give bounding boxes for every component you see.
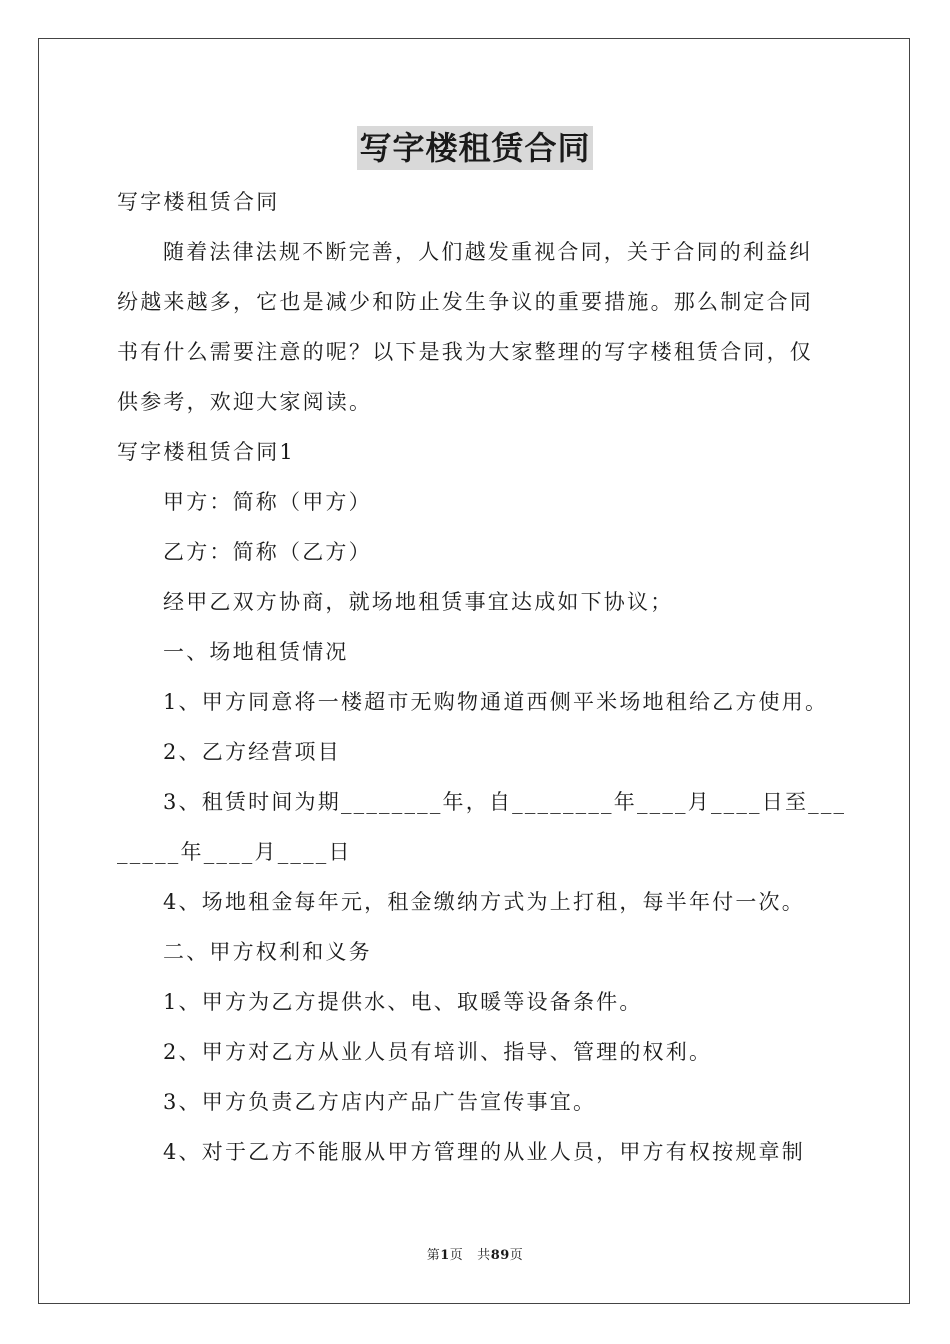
document-body xyxy=(117,177,847,1177)
body-line: 2、甲方对乙方从业人员有培训、指导、管理的权利。 xyxy=(163,1040,713,1064)
body-line: 乙方：简称（乙方） xyxy=(163,540,372,564)
body-line: 供参考，欢迎大家阅读。 xyxy=(117,390,373,414)
page-footer xyxy=(0,1247,950,1265)
clause-heading: 一、场地租赁情况 xyxy=(163,640,349,664)
footer-total-pages: 89 xyxy=(490,1248,510,1263)
footer-page-number: 1 xyxy=(440,1248,450,1263)
body-line: 写字楼租赁合同 xyxy=(117,190,280,214)
footer-page-suffix: 页 xyxy=(449,1248,464,1263)
body-line: _____年____月____日 xyxy=(117,840,352,864)
body-line: 4、对于乙方不能服从甲方管理的从业人员，甲方有权按规章制 xyxy=(163,1140,805,1164)
body-line: 4、场地租金每年元，租金缴纳方式为上打租，每半年付一次。 xyxy=(163,890,805,914)
body-line: 甲方：简称（甲方） xyxy=(163,490,372,514)
body-line: 随着法律法规不断完善，人们越发重视合同，关于合同的利益纠 xyxy=(163,240,813,264)
body-line: 书有什么需要注意的呢？以下是我为大家整理的写字楼租赁合同，仅 xyxy=(117,340,813,364)
body-line: 纷越来越多，它也是减少和防止发生争议的重要措施。那么制定合同 xyxy=(117,290,813,314)
body-line: 3、甲方负责乙方店内产品广告宣传事宜。 xyxy=(163,1090,597,1114)
body-line: 1、甲方同意将一楼超市无购物通道西侧平米场地租给乙方使用。 xyxy=(163,690,829,714)
title-container xyxy=(0,126,950,170)
body-line: 经甲乙双方协商，就场地租赁事宜达成如下协议； xyxy=(163,590,674,614)
body-line: 1、甲方为乙方提供水、电、取暖等设备条件。 xyxy=(163,990,643,1014)
footer-prefix: 第 xyxy=(426,1248,441,1263)
document-title: 写字楼租赁合同 xyxy=(357,126,592,170)
clause-heading: 二、甲方权利和义务 xyxy=(163,940,372,964)
body-line: 2、乙方经营项目 xyxy=(163,740,341,764)
section-heading: 写字楼租赁合同1 xyxy=(117,440,295,464)
body-line: 3、租赁时间为期________年，自________年____月____日至___ xyxy=(163,790,847,814)
footer-total-suffix: 页 xyxy=(509,1248,524,1263)
footer-total-prefix: 共 xyxy=(477,1248,491,1263)
